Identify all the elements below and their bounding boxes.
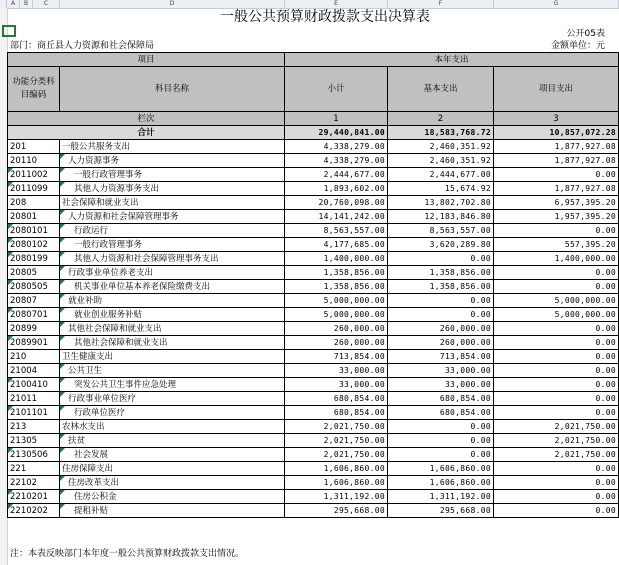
project-cell[interactable]: 1,957,395.20: [494, 210, 619, 224]
code-cell[interactable]: 213: [8, 420, 60, 434]
basic-cell[interactable]: 33,000.00: [388, 364, 494, 378]
table-row: [8, 168, 619, 182]
table-row: [8, 448, 619, 462]
project-cell[interactable]: 0.00: [494, 476, 619, 490]
project-cell[interactable]: 0.00: [494, 462, 619, 476]
project-cell[interactable]: 2,021,750.00: [494, 448, 619, 462]
subject-name-cell[interactable]: 突发公共卫生事件应急处理: [60, 378, 285, 392]
subtotal-cell[interactable]: 5,000,000.00: [285, 308, 388, 322]
table-row: [8, 238, 619, 252]
subtotal-cell[interactable]: 1,893,602.00: [285, 182, 388, 196]
project-cell[interactable]: 1,877,927.08: [494, 140, 619, 154]
basic-cell[interactable]: 260,000.00: [388, 322, 494, 336]
total-label[interactable]: 合计: [8, 126, 285, 140]
project-cell[interactable]: 0.00: [494, 224, 619, 238]
subject-name-cell[interactable]: 住房公积金: [60, 490, 285, 504]
subtotal-cell[interactable]: 260,000.00: [285, 322, 388, 336]
header-subtotal[interactable]: 小计: [285, 67, 388, 112]
project-cell[interactable]: 0.00: [494, 336, 619, 350]
code-cell[interactable]: 20805: [8, 266, 60, 280]
header-col3[interactable]: 3: [494, 112, 619, 126]
subject-name-cell[interactable]: 行政运行: [60, 224, 285, 238]
subtotal-cell[interactable]: 1,358,856.00: [285, 280, 388, 294]
subject-name-cell[interactable]: 就业创业服务补贴: [60, 308, 285, 322]
project-cell[interactable]: 0.00: [494, 350, 619, 364]
column-header-g[interactable]: G: [494, 0, 619, 8]
table-row: [8, 308, 619, 322]
subject-name-cell[interactable]: 就业补助: [60, 294, 285, 308]
code-cell[interactable]: 20801: [8, 210, 60, 224]
project-cell[interactable]: 5,000,000.00: [494, 308, 619, 322]
basic-cell[interactable]: 1,606,860.00: [388, 476, 494, 490]
subtotal-cell[interactable]: 8,563,557.00: [285, 224, 388, 238]
table-row: [8, 182, 619, 196]
subject-name-cell[interactable]: 一般行政管理事务: [60, 238, 285, 252]
table-row: [8, 392, 619, 406]
project-cell[interactable]: 0.00: [494, 364, 619, 378]
subject-name-cell[interactable]: 其他人力资源和社会保障管理事务支出: [60, 252, 285, 266]
header-column-no[interactable]: 栏次: [8, 112, 285, 126]
code-cell[interactable]: 2101101: [8, 406, 60, 420]
basic-cell[interactable]: 2,460,351.92: [388, 140, 494, 154]
basic-cell[interactable]: 15,674.92: [388, 182, 494, 196]
table-row: [8, 364, 619, 378]
subtotal-cell[interactable]: 20,760,098.00: [285, 196, 388, 210]
subject-name-cell[interactable]: 行政事业单位医疗: [60, 392, 285, 406]
code-cell[interactable]: 2080101: [8, 224, 60, 238]
subject-name-cell[interactable]: 公共卫生: [60, 364, 285, 378]
subject-name-cell[interactable]: 人力资源和社会保障管理事务: [60, 210, 285, 224]
header-project-exp[interactable]: 项目支出: [494, 67, 619, 112]
subtotal-cell[interactable]: 4,338,279.00: [285, 154, 388, 168]
column-header-a[interactable]: A: [7, 0, 20, 8]
subject-name-cell[interactable]: 社会保障和就业支出: [60, 196, 285, 210]
table-row: [8, 322, 619, 336]
code-cell[interactable]: 2210201: [8, 490, 60, 504]
header-func-code[interactable]: 功能分类科目编码: [8, 67, 60, 112]
header-subject-name[interactable]: 科目名称: [60, 67, 285, 112]
project-cell[interactable]: 0.00: [494, 392, 619, 406]
code-cell[interactable]: 2089901: [8, 336, 60, 350]
project-cell[interactable]: 0.00: [494, 504, 619, 518]
column-header-e[interactable]: E: [285, 0, 388, 8]
department-label: 部门：商丘县人力资源和社会保障局: [10, 41, 155, 51]
table-row: [8, 406, 619, 420]
report-title: 一般公共预算财政拨款支出决算表: [220, 9, 430, 25]
table-row: [8, 210, 619, 224]
code-cell[interactable]: 20899: [8, 322, 60, 336]
project-cell[interactable]: 1,877,927.08: [494, 182, 619, 196]
project-cell[interactable]: 2,021,750.00: [494, 434, 619, 448]
subtotal-cell[interactable]: 2,444,677.00: [285, 168, 388, 182]
subtotal-cell[interactable]: 295,668.00: [285, 504, 388, 518]
basic-cell[interactable]: 295,668.00: [388, 504, 494, 518]
header-project[interactable]: 项目: [8, 53, 285, 67]
basic-cell[interactable]: 0.00: [388, 420, 494, 434]
subject-name-cell[interactable]: 其他人力资源事务支出: [60, 182, 285, 196]
subject-name-cell[interactable]: 卫生健康支出: [60, 350, 285, 364]
expenditure-table: [7, 52, 619, 518]
project-cell[interactable]: 0.00: [494, 490, 619, 504]
subject-name-cell[interactable]: 扶贫: [60, 434, 285, 448]
project-cell[interactable]: 557,395.20: [494, 238, 619, 252]
form-number: 公开05表: [566, 29, 605, 39]
basic-cell[interactable]: 3,620,289.80: [388, 238, 494, 252]
code-cell[interactable]: 21011: [8, 392, 60, 406]
subtotal-cell[interactable]: 1,311,192.00: [285, 490, 388, 504]
project-cell[interactable]: 0.00: [494, 378, 619, 392]
subtotal-cell[interactable]: 680,854.00: [285, 406, 388, 420]
project-cell[interactable]: 0.00: [494, 168, 619, 182]
code-cell[interactable]: 20110: [8, 154, 60, 168]
subject-name-cell[interactable]: 一般行政管理事务: [60, 168, 285, 182]
subtotal-cell[interactable]: 4,338,279.00: [285, 140, 388, 154]
total-row: [8, 126, 619, 140]
subtotal-cell[interactable]: 4,177,685.00: [285, 238, 388, 252]
subject-name-cell[interactable]: 社会发展: [60, 448, 285, 462]
table-row: [8, 252, 619, 266]
basic-cell[interactable]: 1,358,856.00: [388, 266, 494, 280]
subject-name-cell[interactable]: 住房改革支出: [60, 476, 285, 490]
table-row: [8, 224, 619, 238]
code-cell[interactable]: 221: [8, 462, 60, 476]
code-cell[interactable]: 2210202: [8, 504, 60, 518]
basic-cell[interactable]: 0.00: [388, 434, 494, 448]
basic-cell[interactable]: 1,311,192.00: [388, 490, 494, 504]
subtotal-cell[interactable]: 2,021,750.00: [285, 434, 388, 448]
subject-name-cell[interactable]: 提租补贴: [60, 504, 285, 518]
subtotal-cell[interactable]: 1,400,000.00: [285, 252, 388, 266]
project-cell[interactable]: 1,400,000.00: [494, 252, 619, 266]
total-project[interactable]: 10,857,072.28: [494, 126, 619, 140]
basic-cell[interactable]: 12,183,846.80: [388, 210, 494, 224]
table-row: [8, 196, 619, 210]
basic-cell[interactable]: 1,606,860.00: [388, 462, 494, 476]
code-cell[interactable]: 20807: [8, 294, 60, 308]
table-row: [8, 476, 619, 490]
basic-cell[interactable]: 0.00: [388, 252, 494, 266]
subtotal-cell[interactable]: 680,854.00: [285, 392, 388, 406]
basic-cell[interactable]: 0.00: [388, 294, 494, 308]
project-cell[interactable]: 6,957,395.20: [494, 196, 619, 210]
header-col2[interactable]: 2: [388, 112, 494, 126]
subject-name-cell[interactable]: 机关事业单位基本养老保险缴费支出: [60, 280, 285, 294]
subtotal-cell[interactable]: 713,854.00: [285, 350, 388, 364]
subject-name-cell[interactable]: 其他社会保障和就业支出: [60, 336, 285, 350]
project-cell[interactable]: 0.00: [494, 266, 619, 280]
subtotal-cell[interactable]: 14,141,242.00: [285, 210, 388, 224]
header-current-year[interactable]: 本年支出: [285, 53, 619, 67]
code-cell[interactable]: 2080505: [8, 280, 60, 294]
subtotal-cell[interactable]: 33,000.00: [285, 378, 388, 392]
column-header-d[interactable]: D: [60, 0, 285, 8]
basic-cell[interactable]: 0.00: [388, 308, 494, 322]
subtotal-cell[interactable]: 1,606,860.00: [285, 462, 388, 476]
table-row: [8, 378, 619, 392]
total-subtotal[interactable]: 29,440,841.00: [285, 126, 388, 140]
column-header-f[interactable]: F: [388, 0, 494, 8]
subject-name-cell[interactable]: 行政单位医疗: [60, 406, 285, 420]
subject-name-cell[interactable]: 住房保障支出: [60, 462, 285, 476]
code-cell[interactable]: 2130506: [8, 448, 60, 462]
basic-cell[interactable]: 2,460,351.92: [388, 154, 494, 168]
subtotal-cell[interactable]: 2,021,750.00: [285, 420, 388, 434]
basic-cell[interactable]: 260,000.00: [388, 336, 494, 350]
basic-cell[interactable]: 33,000.00: [388, 378, 494, 392]
code-cell[interactable]: 201: [8, 140, 60, 154]
select-all-corner[interactable]: [0, 0, 7, 8]
header-basic[interactable]: 基本支出: [388, 67, 494, 112]
unit-label: 金额单位：元: [550, 41, 605, 51]
project-cell[interactable]: 2,021,750.00: [494, 420, 619, 434]
code-cell[interactable]: 2080102: [8, 238, 60, 252]
table-row: [8, 434, 619, 448]
basic-cell[interactable]: 713,854.00: [388, 350, 494, 364]
code-cell[interactable]: 22102: [8, 476, 60, 490]
subject-name-cell[interactable]: 一般公共服务支出: [60, 140, 285, 154]
project-cell[interactable]: 1,877,927.08: [494, 154, 619, 168]
subtotal-cell[interactable]: 1,606,860.00: [285, 476, 388, 490]
code-cell[interactable]: 21004: [8, 364, 60, 378]
column-header-c[interactable]: C: [33, 0, 60, 8]
total-basic[interactable]: 18,583,768.72: [388, 126, 494, 140]
code-cell[interactable]: 2100410: [8, 378, 60, 392]
table-row: [8, 504, 619, 518]
code-cell[interactable]: 2080199: [8, 252, 60, 266]
project-cell[interactable]: 5,000,000.00: [494, 294, 619, 308]
table-row: [8, 294, 619, 308]
basic-cell[interactable]: 680,854.00: [388, 392, 494, 406]
basic-cell[interactable]: 8,563,557.00: [388, 224, 494, 238]
basic-cell[interactable]: 2,444,677.00: [388, 168, 494, 182]
table-row: [8, 462, 619, 476]
project-cell[interactable]: 0.00: [494, 280, 619, 294]
code-cell[interactable]: 2011002: [8, 168, 60, 182]
header-col1[interactable]: 1: [285, 112, 388, 126]
basic-cell[interactable]: 0.00: [388, 448, 494, 462]
code-cell[interactable]: 2011099: [8, 182, 60, 196]
basic-cell[interactable]: 13,802,702.80: [388, 196, 494, 210]
table-row: [8, 140, 619, 154]
project-cell[interactable]: 0.00: [494, 406, 619, 420]
subject-name-cell[interactable]: 其他社会保障和就业支出: [60, 322, 285, 336]
subtotal-cell[interactable]: 5,000,000.00: [285, 294, 388, 308]
table-row: [8, 350, 619, 364]
code-cell[interactable]: 21305: [8, 434, 60, 448]
basic-cell[interactable]: 1,358,856.00: [388, 280, 494, 294]
subject-name-cell[interactable]: 农林水支出: [60, 420, 285, 434]
table-row: [8, 420, 619, 434]
table-row: [8, 280, 619, 294]
subject-name-cell[interactable]: 行政事业单位养老支出: [60, 266, 285, 280]
table-row: [8, 336, 619, 350]
table-row: [8, 154, 619, 168]
basic-cell[interactable]: 680,854.00: [388, 406, 494, 420]
table-row: [8, 266, 619, 280]
subject-name-cell[interactable]: 人力资源事务: [60, 154, 285, 168]
subtotal-cell[interactable]: 1,358,856.00: [285, 266, 388, 280]
subtotal-cell[interactable]: 260,000.00: [285, 336, 388, 350]
code-cell[interactable]: 208: [8, 196, 60, 210]
code-cell[interactable]: 210: [8, 350, 60, 364]
active-cell-selection[interactable]: [2, 25, 16, 37]
table-row: [8, 490, 619, 504]
column-header-b[interactable]: B: [20, 0, 33, 8]
code-cell[interactable]: 2080701: [8, 308, 60, 322]
table-footnote: 注：本表反映部门本年度一般公共预算财政拨款支出情况。: [10, 549, 245, 559]
subtotal-cell[interactable]: 33,000.00: [285, 364, 388, 378]
project-cell[interactable]: 0.00: [494, 322, 619, 336]
subtotal-cell[interactable]: 2,021,750.00: [285, 448, 388, 462]
